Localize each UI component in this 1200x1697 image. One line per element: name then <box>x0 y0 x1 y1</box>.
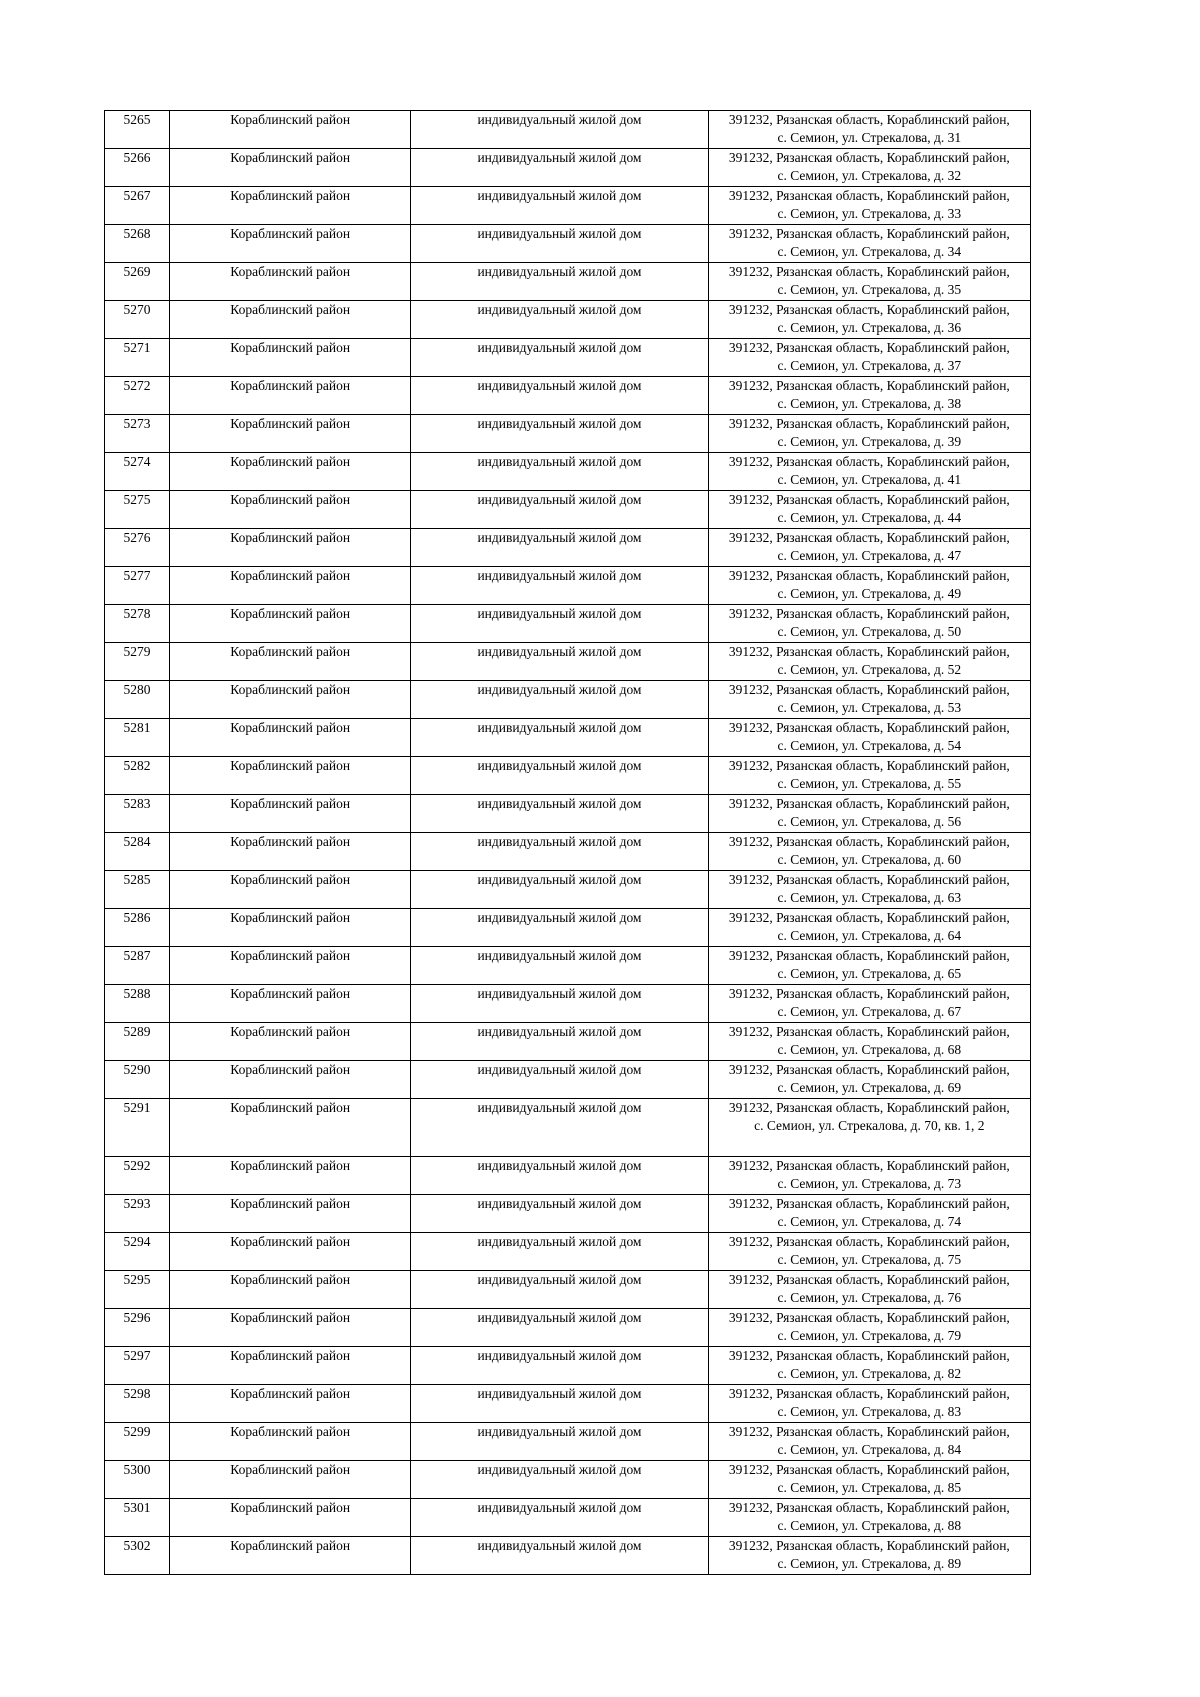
table-row <box>105 415 1031 453</box>
district-cell: Кораблинский район <box>170 605 411 643</box>
table-row <box>105 1499 1031 1537</box>
address-cell <box>708 757 1030 795</box>
address-line-2: с. Семион, ул. Стрекалова, д. 82 <box>777 1366 962 1381</box>
district-cell: Кораблинский район <box>170 1499 411 1537</box>
address-line-1: 391232, Рязанская область, Кораблинский район, <box>728 568 1010 583</box>
address-line-2: с. Семион, ул. Стрекалова, д. 79 <box>777 1328 962 1343</box>
address-line-1: 391232, Рязанская область, Кораблинский район, <box>728 150 1010 165</box>
table-row <box>105 1099 1031 1157</box>
district-cell: Кораблинский район <box>170 1309 411 1347</box>
district-cell: Кораблинский район <box>170 1023 411 1061</box>
address-line-2: с. Семион, ул. Стрекалова, д. 49 <box>777 586 962 601</box>
address-line-1: 391232, Рязанская область, Кораблинский район, <box>728 1100 1010 1115</box>
row-number-cell: 5267 <box>105 187 170 225</box>
address-cell <box>708 225 1030 263</box>
address-cell <box>708 1271 1030 1309</box>
address-cell <box>708 1061 1030 1099</box>
row-number-cell: 5289 <box>105 1023 170 1061</box>
address-line-2: с. Семион, ул. Стрекалова, д. 76 <box>777 1290 962 1305</box>
address-line-1: 391232, Рязанская область, Кораблинский район, <box>728 454 1010 469</box>
district-cell: Кораблинский район <box>170 1271 411 1309</box>
district-cell: Кораблинский район <box>170 795 411 833</box>
row-number-cell: 5270 <box>105 301 170 339</box>
building-type-cell: индивидуальный жилой дом <box>411 1461 708 1499</box>
row-number-cell: 5276 <box>105 529 170 567</box>
district-cell: Кораблинский район <box>170 757 411 795</box>
address-line-1: 391232, Рязанская область, Кораблинский район, <box>728 1500 1010 1515</box>
address-line-1: 391232, Рязанская область, Кораблинский район, <box>728 188 1010 203</box>
district-cell: Кораблинский район <box>170 1157 411 1195</box>
address-line-2: с. Семион, ул. Стрекалова, д. 53 <box>777 700 962 715</box>
district-cell: Кораблинский район <box>170 301 411 339</box>
address-cell <box>708 491 1030 529</box>
address-cell <box>708 1309 1030 1347</box>
address-line-1: 391232, Рязанская область, Кораблинский район, <box>728 1424 1010 1439</box>
district-cell: Кораблинский район <box>170 339 411 377</box>
table-row <box>105 225 1031 263</box>
address-cell <box>708 719 1030 757</box>
building-type-cell: индивидуальный жилой дом <box>411 985 708 1023</box>
district-cell: Кораблинский район <box>170 377 411 415</box>
district-cell: Кораблинский район <box>170 529 411 567</box>
address-cell <box>708 529 1030 567</box>
row-number-cell: 5293 <box>105 1195 170 1233</box>
building-type-cell: индивидуальный жилой дом <box>411 263 708 301</box>
row-number-cell: 5299 <box>105 1423 170 1461</box>
row-number-cell: 5285 <box>105 871 170 909</box>
address-cell <box>708 263 1030 301</box>
address-line-1: 391232, Рязанская область, Кораблинский район, <box>728 112 1010 127</box>
address-line-1: 391232, Рязанская область, Кораблинский район, <box>728 492 1010 507</box>
row-number-cell: 5268 <box>105 225 170 263</box>
address-line-2: с. Семион, ул. Стрекалова, д. 68 <box>777 1042 962 1057</box>
building-type-cell: индивидуальный жилой дом <box>411 1233 708 1271</box>
table-row <box>105 1271 1031 1309</box>
address-cell <box>708 339 1030 377</box>
address-line-2: с. Семион, ул. Стрекалова, д. 31 <box>777 130 962 145</box>
district-cell: Кораблинский район <box>170 111 411 149</box>
table-row <box>105 263 1031 301</box>
address-line-1: 391232, Рязанская область, Кораблинский район, <box>728 1272 1010 1287</box>
address-cell <box>708 1423 1030 1461</box>
table-row <box>105 567 1031 605</box>
address-cell <box>708 909 1030 947</box>
address-cell <box>708 187 1030 225</box>
building-type-cell: индивидуальный жилой дом <box>411 1099 708 1157</box>
district-cell: Кораблинский район <box>170 719 411 757</box>
building-type-cell: индивидуальный жилой дом <box>411 757 708 795</box>
row-number-cell: 5277 <box>105 567 170 605</box>
building-type-cell: индивидуальный жилой дом <box>411 1157 708 1195</box>
district-cell: Кораблинский район <box>170 947 411 985</box>
table-row <box>105 871 1031 909</box>
table-row <box>105 605 1031 643</box>
building-type-cell: индивидуальный жилой дом <box>411 187 708 225</box>
table-row <box>105 339 1031 377</box>
table-row <box>105 453 1031 491</box>
row-number-cell: 5273 <box>105 415 170 453</box>
address-line-1: 391232, Рязанская область, Кораблинский район, <box>728 1348 1010 1363</box>
address-line-2: с. Семион, ул. Стрекалова, д. 60 <box>777 852 962 867</box>
table-row <box>105 1023 1031 1061</box>
building-type-cell: индивидуальный жилой дом <box>411 719 708 757</box>
row-number-cell: 5279 <box>105 643 170 681</box>
address-line-2: с. Семион, ул. Стрекалова, д. 35 <box>777 282 962 297</box>
table-row <box>105 1061 1031 1099</box>
address-line-1: 391232, Рязанская область, Кораблинский район, <box>728 530 1010 545</box>
district-cell: Кораблинский район <box>170 1233 411 1271</box>
building-type-cell: индивидуальный жилой дом <box>411 605 708 643</box>
address-cell <box>708 985 1030 1023</box>
building-type-cell: индивидуальный жилой дом <box>411 833 708 871</box>
address-line-1: 391232, Рязанская область, Кораблинский район, <box>728 1538 1010 1553</box>
building-type-cell: индивидуальный жилой дом <box>411 947 708 985</box>
district-cell: Кораблинский район <box>170 491 411 529</box>
row-number-cell: 5288 <box>105 985 170 1023</box>
building-type-cell: индивидуальный жилой дом <box>411 1347 708 1385</box>
address-line-2: с. Семион, ул. Стрекалова, д. 83 <box>777 1404 962 1419</box>
address-line-1: 391232, Рязанская область, Кораблинский район, <box>728 606 1010 621</box>
district-cell: Кораблинский район <box>170 681 411 719</box>
building-type-cell: индивидуальный жилой дом <box>411 871 708 909</box>
address-cell <box>708 681 1030 719</box>
address-line-1: 391232, Рязанская область, Кораблинский район, <box>728 758 1010 773</box>
table-row <box>105 719 1031 757</box>
district-cell: Кораблинский район <box>170 567 411 605</box>
address-line-2: с. Семион, ул. Стрекалова, д. 38 <box>777 396 962 411</box>
row-number-cell: 5281 <box>105 719 170 757</box>
district-cell: Кораблинский район <box>170 415 411 453</box>
building-type-cell: индивидуальный жилой дом <box>411 909 708 947</box>
row-number-cell: 5292 <box>105 1157 170 1195</box>
address-line-1: 391232, Рязанская область, Кораблинский район, <box>728 1196 1010 1211</box>
address-cell <box>708 795 1030 833</box>
address-line-2: с. Семион, ул. Стрекалова, д. 69 <box>777 1080 962 1095</box>
address-cell <box>708 947 1030 985</box>
building-type-cell: индивидуальный жилой дом <box>411 111 708 149</box>
building-type-cell: индивидуальный жилой дом <box>411 1499 708 1537</box>
district-cell: Кораблинский район <box>170 263 411 301</box>
address-line-1: 391232, Рязанская область, Кораблинский район, <box>728 1462 1010 1477</box>
address-cell <box>708 301 1030 339</box>
row-number-cell: 5301 <box>105 1499 170 1537</box>
address-line-2: с. Семион, ул. Стрекалова, д. 73 <box>777 1176 962 1191</box>
address-line-1: 391232, Рязанская область, Кораблинский район, <box>728 948 1010 963</box>
row-number-cell: 5287 <box>105 947 170 985</box>
address-line-1: 391232, Рязанская область, Кораблинский район, <box>728 302 1010 317</box>
building-type-cell: индивидуальный жилой дом <box>411 1309 708 1347</box>
district-cell: Кораблинский район <box>170 149 411 187</box>
row-number-cell: 5271 <box>105 339 170 377</box>
address-line-2: с. Семион, ул. Стрекалова, д. 44 <box>777 510 962 525</box>
table-row <box>105 833 1031 871</box>
address-cell <box>708 605 1030 643</box>
district-cell: Кораблинский район <box>170 1461 411 1499</box>
table-row <box>105 1537 1031 1575</box>
address-line-1: 391232, Рязанская область, Кораблинский район, <box>728 644 1010 659</box>
row-number-cell: 5290 <box>105 1061 170 1099</box>
building-type-cell: индивидуальный жилой дом <box>411 415 708 453</box>
table-row <box>105 985 1031 1023</box>
address-cell <box>708 1023 1030 1061</box>
building-type-cell: индивидуальный жилой дом <box>411 225 708 263</box>
address-cell <box>708 453 1030 491</box>
row-number-cell: 5280 <box>105 681 170 719</box>
address-cell <box>708 1385 1030 1423</box>
table-row <box>105 301 1031 339</box>
building-type-cell: индивидуальный жилой дом <box>411 491 708 529</box>
address-line-2: с. Семион, ул. Стрекалова, д. 33 <box>777 206 962 221</box>
address-line-2: с. Семион, ул. Стрекалова, д. 50 <box>777 624 962 639</box>
table-row <box>105 377 1031 415</box>
address-line-2: с. Семион, ул. Стрекалова, д. 56 <box>777 814 962 829</box>
row-number-cell: 5282 <box>105 757 170 795</box>
table-row <box>105 149 1031 187</box>
table-row <box>105 111 1031 149</box>
building-type-cell: индивидуальный жилой дом <box>411 643 708 681</box>
row-number-cell: 5302 <box>105 1537 170 1575</box>
address-line-2: с. Семион, ул. Стрекалова, д. 32 <box>777 168 962 183</box>
address-line-2: с. Семион, ул. Стрекалова, д. 47 <box>777 548 962 563</box>
building-type-cell: индивидуальный жилой дом <box>411 1423 708 1461</box>
row-number-cell: 5266 <box>105 149 170 187</box>
district-cell: Кораблинский район <box>170 1385 411 1423</box>
building-type-cell: индивидуальный жилой дом <box>411 1023 708 1061</box>
table-row <box>105 947 1031 985</box>
address-line-2: с. Семион, ул. Стрекалова, д. 64 <box>777 928 962 943</box>
address-line-1: 391232, Рязанская область, Кораблинский район, <box>728 910 1010 925</box>
address-line-1: 391232, Рязанская область, Кораблинский район, <box>728 682 1010 697</box>
table-row <box>105 909 1031 947</box>
address-line-2: с. Семион, ул. Стрекалова, д. 36 <box>777 320 962 335</box>
address-cell <box>708 111 1030 149</box>
address-cell <box>708 871 1030 909</box>
address-cell <box>708 1099 1030 1157</box>
address-line-2: с. Семион, ул. Стрекалова, д. 89 <box>777 1556 962 1571</box>
address-line-1: 391232, Рязанская область, Кораблинский район, <box>728 340 1010 355</box>
table-row <box>105 1195 1031 1233</box>
row-number-cell: 5272 <box>105 377 170 415</box>
address-cell <box>708 377 1030 415</box>
district-cell: Кораблинский район <box>170 1537 411 1575</box>
address-line-1: 391232, Рязанская область, Кораблинский район, <box>728 264 1010 279</box>
address-line-2: с. Семион, ул. Стрекалова, д. 67 <box>777 1004 962 1019</box>
row-number-cell: 5300 <box>105 1461 170 1499</box>
table-row <box>105 681 1031 719</box>
address-line-2: с. Семион, ул. Стрекалова, д. 88 <box>777 1518 962 1533</box>
address-line-2: с. Семион, ул. Стрекалова, д. 37 <box>777 358 962 373</box>
address-line-1: 391232, Рязанская область, Кораблинский район, <box>728 872 1010 887</box>
building-type-cell: индивидуальный жилой дом <box>411 1537 708 1575</box>
address-cell <box>708 567 1030 605</box>
row-number-cell: 5275 <box>105 491 170 529</box>
address-line-2: с. Семион, ул. Стрекалова, д. 54 <box>777 738 962 753</box>
district-cell: Кораблинский район <box>170 643 411 681</box>
address-cell <box>708 1195 1030 1233</box>
address-line-1: 391232, Рязанская область, Кораблинский район, <box>728 1158 1010 1173</box>
district-cell: Кораблинский район <box>170 1061 411 1099</box>
address-cell <box>708 1461 1030 1499</box>
address-line-1: 391232, Рязанская область, Кораблинский район, <box>728 1062 1010 1077</box>
row-number-cell: 5274 <box>105 453 170 491</box>
address-cell <box>708 833 1030 871</box>
table-row <box>105 643 1031 681</box>
address-cell <box>708 1537 1030 1575</box>
building-type-cell: индивидуальный жилой дом <box>411 529 708 567</box>
table-row <box>105 757 1031 795</box>
row-number-cell: 5294 <box>105 1233 170 1271</box>
address-line-2: с. Семион, ул. Стрекалова, д. 39 <box>777 434 962 449</box>
table-row <box>105 795 1031 833</box>
table-row <box>105 1461 1031 1499</box>
table-row <box>105 1157 1031 1195</box>
table-row <box>105 491 1031 529</box>
table-row <box>105 529 1031 567</box>
district-cell: Кораблинский район <box>170 985 411 1023</box>
row-number-cell: 5283 <box>105 795 170 833</box>
building-type-cell: индивидуальный жилой дом <box>411 681 708 719</box>
building-type-cell: индивидуальный жилой дом <box>411 1385 708 1423</box>
address-cell <box>708 1499 1030 1537</box>
address-line-2: с. Семион, ул. Стрекалова, д. 74 <box>777 1214 962 1229</box>
building-type-cell: индивидуальный жилой дом <box>411 301 708 339</box>
row-number-cell: 5291 <box>105 1099 170 1157</box>
address-cell <box>708 149 1030 187</box>
address-line-2: с. Семион, ул. Стрекалова, д. 75 <box>777 1252 962 1267</box>
row-number-cell: 5297 <box>105 1347 170 1385</box>
address-line-2: с. Семион, ул. Стрекалова, д. 55 <box>777 776 962 791</box>
address-line-1: 391232, Рязанская область, Кораблинский район, <box>728 1386 1010 1401</box>
district-cell: Кораблинский район <box>170 1423 411 1461</box>
row-number-cell: 5286 <box>105 909 170 947</box>
address-line-2: с. Семион, ул. Стрекалова, д. 63 <box>777 890 962 905</box>
building-type-cell: индивидуальный жилой дом <box>411 377 708 415</box>
district-cell: Кораблинский район <box>170 1099 411 1157</box>
address-line-2: с. Семион, ул. Стрекалова, д. 65 <box>777 966 962 981</box>
property-table <box>104 110 1031 1575</box>
table-row <box>105 1347 1031 1385</box>
row-number-cell: 5295 <box>105 1271 170 1309</box>
building-type-cell: индивидуальный жилой дом <box>411 1061 708 1099</box>
district-cell: Кораблинский район <box>170 1347 411 1385</box>
address-line-2: с. Семион, ул. Стрекалова, д. 70, кв. 1, 2 <box>754 1118 985 1133</box>
address-line-1: 391232, Рязанская область, Кораблинский район, <box>728 416 1010 431</box>
address-line-1: 391232, Рязанская область, Кораблинский район, <box>728 986 1010 1001</box>
address-line-1: 391232, Рязанская область, Кораблинский район, <box>728 378 1010 393</box>
district-cell: Кораблинский район <box>170 1195 411 1233</box>
address-line-2: с. Семион, ул. Стрекалова, д. 34 <box>777 244 962 259</box>
building-type-cell: индивидуальный жилой дом <box>411 567 708 605</box>
row-number-cell: 5265 <box>105 111 170 149</box>
address-line-2: с. Семион, ул. Стрекалова, д. 84 <box>777 1442 962 1457</box>
building-type-cell: индивидуальный жилой дом <box>411 339 708 377</box>
district-cell: Кораблинский район <box>170 453 411 491</box>
building-type-cell: индивидуальный жилой дом <box>411 453 708 491</box>
building-type-cell: индивидуальный жилой дом <box>411 149 708 187</box>
district-cell: Кораблинский район <box>170 225 411 263</box>
address-line-2: с. Семион, ул. Стрекалова, д. 52 <box>777 662 962 677</box>
address-line-1: 391232, Рязанская область, Кораблинский район, <box>728 796 1010 811</box>
table-row <box>105 1309 1031 1347</box>
building-type-cell: индивидуальный жилой дом <box>411 795 708 833</box>
district-cell: Кораблинский район <box>170 833 411 871</box>
table-row <box>105 1233 1031 1271</box>
address-line-1: 391232, Рязанская область, Кораблинский район, <box>728 1310 1010 1325</box>
building-type-cell: индивидуальный жилой дом <box>411 1195 708 1233</box>
address-line-1: 391232, Рязанская область, Кораблинский район, <box>728 226 1010 241</box>
table-row <box>105 187 1031 225</box>
district-cell: Кораблинский район <box>170 187 411 225</box>
property-table-body <box>105 111 1031 1575</box>
address-cell <box>708 415 1030 453</box>
address-cell <box>708 643 1030 681</box>
row-number-cell: 5298 <box>105 1385 170 1423</box>
district-cell: Кораблинский район <box>170 909 411 947</box>
address-cell <box>708 1157 1030 1195</box>
address-line-2: с. Семион, ул. Стрекалова, д. 41 <box>777 472 962 487</box>
building-type-cell: индивидуальный жилой дом <box>411 1271 708 1309</box>
address-line-1: 391232, Рязанская область, Кораблинский район, <box>728 1024 1010 1039</box>
table-row <box>105 1385 1031 1423</box>
address-line-2: с. Семион, ул. Стрекалова, д. 85 <box>777 1480 962 1495</box>
row-number-cell: 5284 <box>105 833 170 871</box>
address-cell <box>708 1233 1030 1271</box>
address-cell <box>708 1347 1030 1385</box>
table-row <box>105 1423 1031 1461</box>
row-number-cell: 5296 <box>105 1309 170 1347</box>
row-number-cell: 5269 <box>105 263 170 301</box>
district-cell: Кораблинский район <box>170 871 411 909</box>
address-line-1: 391232, Рязанская область, Кораблинский район, <box>728 1234 1010 1249</box>
row-number-cell: 5278 <box>105 605 170 643</box>
address-line-1: 391232, Рязанская область, Кораблинский район, <box>728 720 1010 735</box>
address-line-1: 391232, Рязанская область, Кораблинский район, <box>728 834 1010 849</box>
